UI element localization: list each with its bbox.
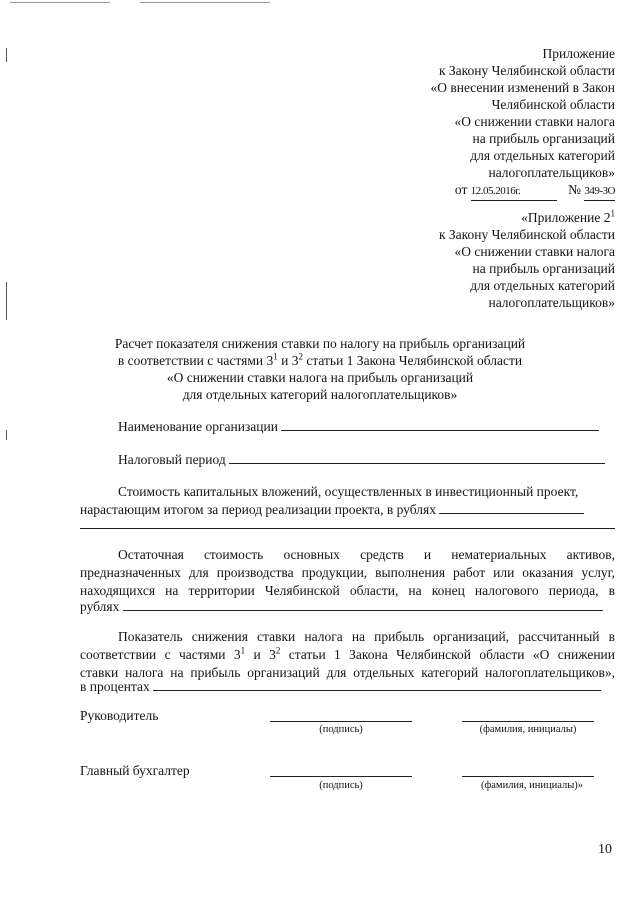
rate-reduction-line3: ставки налога на прибыль организаций для отдельных категорий налогоплательщиков», <box>80 665 615 680</box>
appendix-block <box>439 209 615 311</box>
rate-reduction-line1: Показатель снижения ставки налога на прибыль организаций, рассчитанный в <box>118 629 615 644</box>
accountant-label: Главный бухгалтер <box>80 763 190 778</box>
capital-investment-extra-line <box>80 528 615 529</box>
appendix-line: «Приложение $2^1$ <box>521 208 615 225</box>
rate-reduction-line2: соответствии с частями $3^1$ и $3^2$ статьи 1 Закона Челябинской области «О снижении <box>80 645 615 662</box>
capital-investment-line1: Стоимость капитальных вложений, осуществленных в инвестиционный проект, <box>118 484 579 499</box>
number-prefix: № <box>568 182 581 197</box>
header-line: к Закону Челябинской области <box>438 63 615 78</box>
header-line: Челябинской области <box>491 97 615 112</box>
scan-artifact <box>10 2 110 3</box>
appendix-line: на прибыль организаций <box>472 261 615 276</box>
tax-period-field <box>118 451 605 468</box>
scan-artifact <box>140 2 270 3</box>
scan-artifact <box>6 430 7 440</box>
head-signature-caption: (подпись) <box>319 724 363 735</box>
date-value: 12.05.2016г. <box>471 183 557 201</box>
scan-artifact <box>6 282 7 320</box>
appendix-line: для отдельных категорий <box>470 278 615 293</box>
accountant-name-line[interactable] <box>462 776 594 777</box>
header-block <box>430 45 615 201</box>
rate-reduction-line4: в процентах <box>80 678 601 695</box>
residual-value-input[interactable] <box>123 598 603 611</box>
head-signature-line[interactable] <box>270 721 412 722</box>
head-name-line[interactable] <box>462 721 594 722</box>
tax-period-line[interactable] <box>229 451 605 464</box>
date-prefix: от <box>454 182 468 197</box>
accountant-signature-caption: (подпись) <box>319 780 363 791</box>
header-line: налогоплательщиков» <box>488 165 615 180</box>
capital-investment-input[interactable] <box>439 501 584 514</box>
tax-period-label: Налоговый период <box>118 452 226 467</box>
rate-reduction-input[interactable] <box>153 678 601 691</box>
page-number: 10 <box>598 842 612 857</box>
header-line: «О внесении изменений в Закон <box>430 80 615 95</box>
header-line: для отдельных категорий <box>470 148 615 163</box>
org-name-line[interactable] <box>281 418 599 431</box>
residual-value-line2: предназначенных для производства продукции, выполнения работ или оказания услуг, <box>80 565 615 580</box>
appendix-line: «О снижении ставки налога <box>454 244 615 259</box>
residual-value-line1: Остаточная стоимость основных средств и нематериальных активов, <box>118 547 615 562</box>
residual-value-line3: находящихся на территории Челябинской области, на конец налогового периода, в <box>80 583 615 598</box>
head-name-caption: (фамилия, инициалы) <box>479 724 577 735</box>
org-name-label: Наименование организации <box>118 419 278 434</box>
document-title: Расчет показателя снижения ставки по налогу на прибыль организаций в соответствии с частями $3^1$ и $3^2$ статьи 1 Закона Челябинской области «О снижении ставки налога на прибыль организаций для отдельных категорий налогоплательщиков» <box>114 336 526 402</box>
capital-investment-line2: нарастающим итогом за период реализации проекта, в рублях <box>80 501 584 518</box>
head-label: Руководитель <box>80 708 159 723</box>
number-value: 349-ЗО <box>584 183 615 201</box>
appendix-line: к Закону Челябинской области <box>438 227 615 242</box>
header-line: на прибыль организаций <box>472 131 615 146</box>
scan-artifact <box>6 48 7 62</box>
residual-value-line4: рублях <box>80 598 603 615</box>
accountant-name-caption: (фамилия, инициалы)» <box>480 780 584 791</box>
appendix-line: налогоплательщиков» <box>488 295 615 310</box>
org-name-field <box>118 418 599 435</box>
header-line: «О снижении ставки налога <box>454 114 615 129</box>
header-line: Приложение <box>542 46 615 61</box>
date-line <box>430 181 615 201</box>
accountant-signature-line[interactable] <box>270 776 412 777</box>
